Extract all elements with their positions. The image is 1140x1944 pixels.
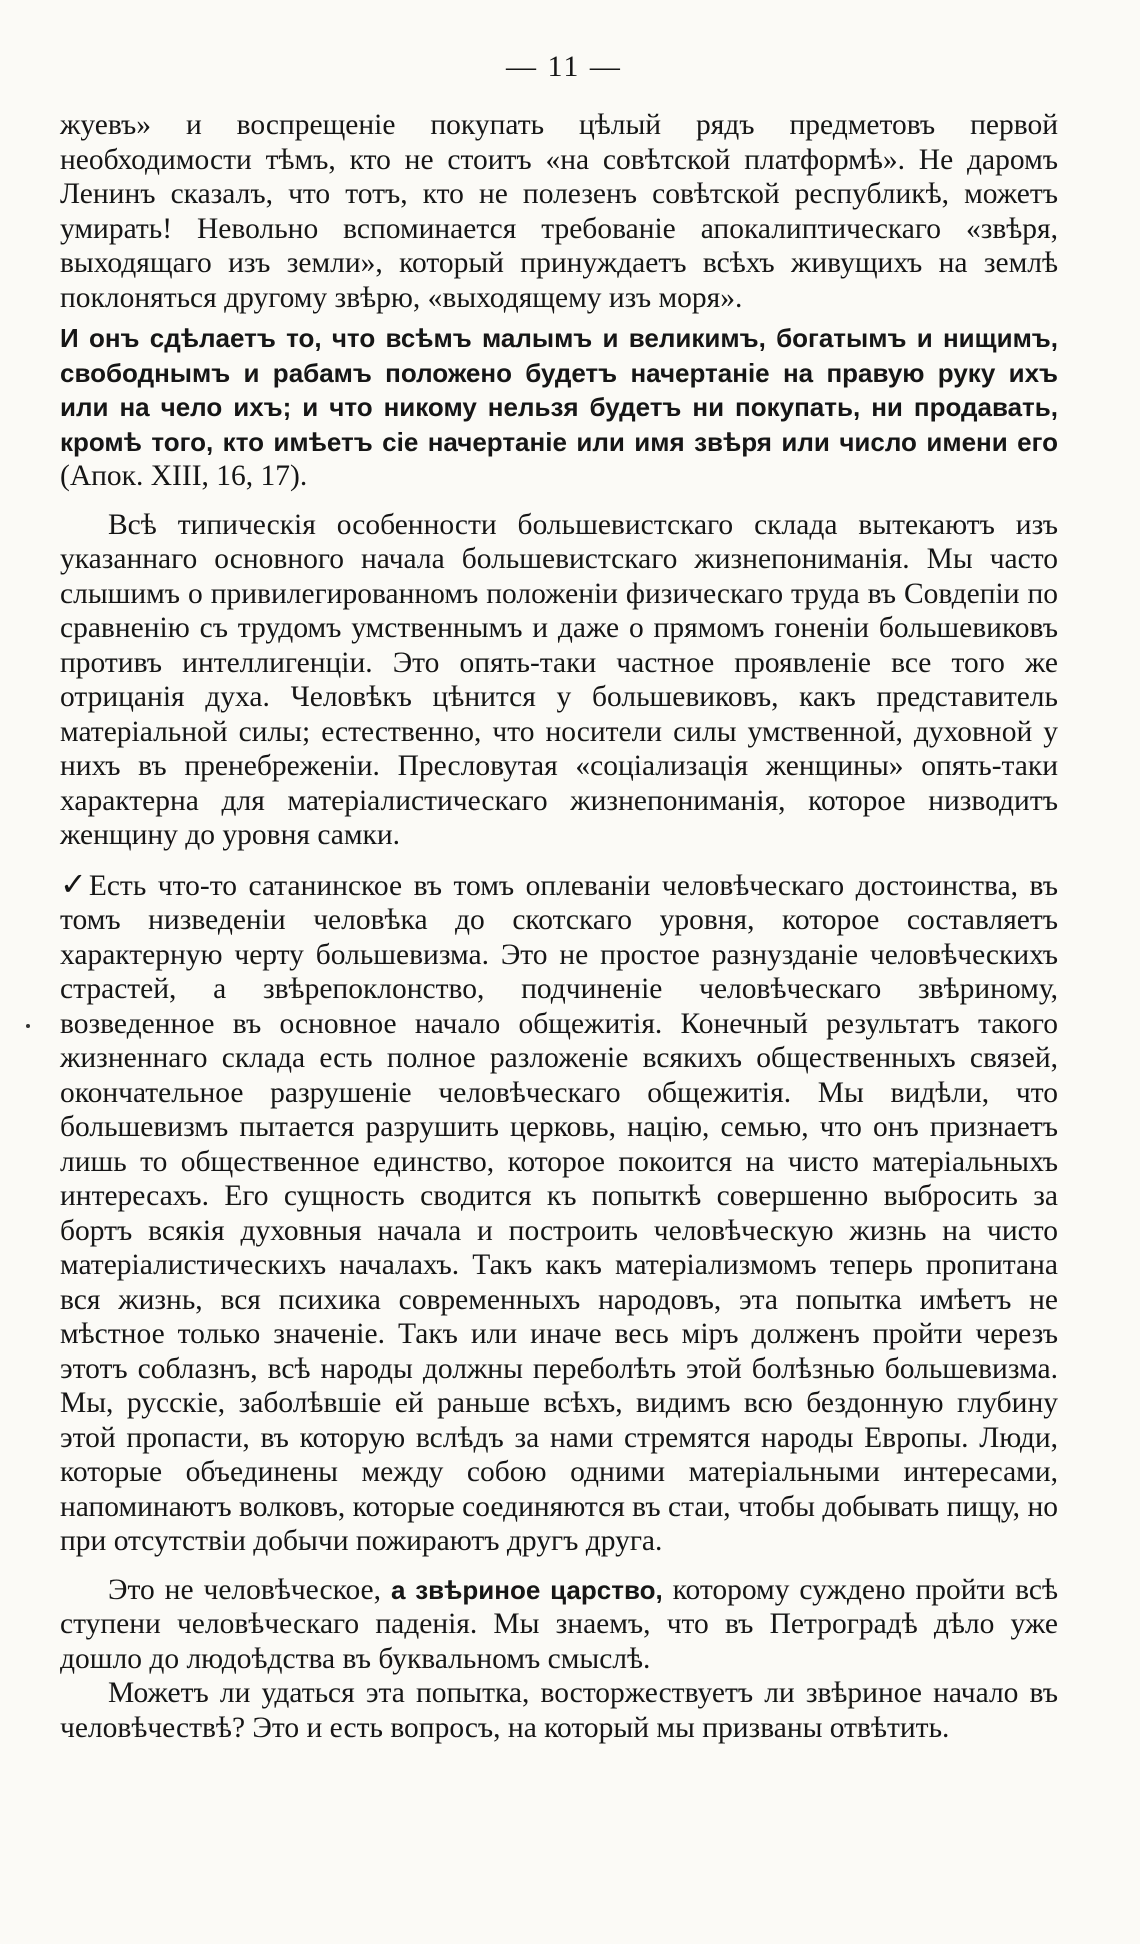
paragraph-beast-end: которому суждено пройти всѣ ступени человѣческаго паденія. Мы знаемъ, что въ Петроградѣ дѣло уже дошло до людоѣдства въ буквальномъ смыслѣ. [60,1573,1059,1675]
paragraph-beast-kingdom [60,1573,1058,1677]
page-number: — 11 — [506,50,622,83]
paragraph-continuation: жуевъ» и воспрещеніе покупать цѣлый рядъ предметовъ первой необходимости тѣмъ, кто не стоитъ «на совѣтской платформѣ». Не даромъ Ленинъ сказалъ, что тотъ, кто не полезенъ совѣтской республикѣ, можетъ умирать! Невольно вспоминается требованіе апокалиптическаго «звѣря, выходящаго изъ земли», который принуждаетъ всѣхъ живущихъ на землѣ поклоняться другому звѣрю, «выходящему изъ моря». [60,109,1058,314]
paragraph-satanic [60,864,1058,1559]
paragraph-satanic-text: Есть что-то сатанинское въ томъ оплеваніи человѣческаго достоинства, въ томъ низведеніи человѣка до скотскаго уровня, которое составляетъ характерную черту большевизма. Это не простое разнузданіе человѣческихъ страстей, а звѣрепоклонство, подчиненіе человѣческаго звѣриному, возведенное въ основное начало общежитія. Конечный результатъ такого жизненнаго склада есть полное разложеніе всякихъ общественныхъ связей, окончательное разрушеніе человѣческаго общежитія. Мы видѣли, что большевизмъ пытается разрушить церковь, націю, семью, что онъ признаетъ лишь то общественное единство, которое покоится на чисто матеріальныхъ интересахъ. Его сущность сводится къ попыткѣ совершенно выбросить за бортъ всякія духовныя начала и построить человѣческую жизнь на чисто матеріалистическихъ началахъ. Такъ какъ матеріализмомъ теперь пропитана вся жизнь, вся психика современныхъ народовъ, эта попытка имѣетъ не мѣстное только значеніе. Такъ или иначе весь міръ долженъ пройти черезъ этотъ соблазнъ, всѣ народы должны переболѣть этой болѣзнью большевизма. Мы, русскіе, заболѣвшіе ей раньше всѣхъ, видимъ всю бездонную глубину этой пропасти, въ которую вслѣдъ за нами стремятся народы Европы. Люди, которые объединены между собою одними матеріальными интересами, напоминаютъ волковъ, которые соединяются въ стаи, чтобы добывать пищу, но при отсутствіи добычи пожираютъ другъ друга. [60,869,1058,1557]
quote-reference: (Апок. XIII, 16, 17). [60,460,308,492]
paragraph-gap [60,853,1058,867]
paragraph-final-question: Можетъ ли удаться эта попытка, восторжествуетъ ли звѣриное начало въ человѣчествѣ? Это и есть вопросъ, на который мы призваны отвѣтить. [60,1677,1058,1744]
paragraph-beast-emphasis: а звѣриное царство, [390,1574,663,1605]
paragraph-beast-start: Это не человѣческое, [108,1573,382,1606]
scripture-quote [60,321,1058,494]
quote-text: И онъ сдѣлаетъ то, что всѣмъ малымъ и великимъ, богатымъ и нищимъ, свободнымъ и рабамъ положено будетъ начертаніе на правую руку ихъ или на чело ихъ; и что никому нельзя будетъ ни покупать, ни продавать, кромѣ того, кто имѣетъ сіе начертаніе или имя звѣря или число имени его [60,323,1058,457]
paragraph-bolshevik-features: Всѣ типическія особенности большевистскаго склада вытекаютъ изъ указаннаго основного начала большевистскаго жизнепониманія. Мы часто слышимъ о привилегированномъ положеніи физическаго труда въ Совдепіи по сравненію съ трудомъ умственнымъ и даже о прямомъ гоненіи большевиковъ противъ интеллигенціи. Это опять-таки частное проявленіе все того же отрицанія духа. Человѣкъ цѣнится у большевиковъ, какъ представитель матеріальной силы; естественно, что носители силы умственной, духовной у нихъ въ пренебреженіи. Пресловутая «соціализація женщины» опять-таки характерна для матеріалистическаго жизнепониманія, которое низводитъ женщину до уровня самки. [60,508,1058,851]
handwritten-checkmark-icon: ✓ [60,864,87,903]
paragraph-gap [60,1559,1058,1573]
margin-dot [26,1024,30,1028]
